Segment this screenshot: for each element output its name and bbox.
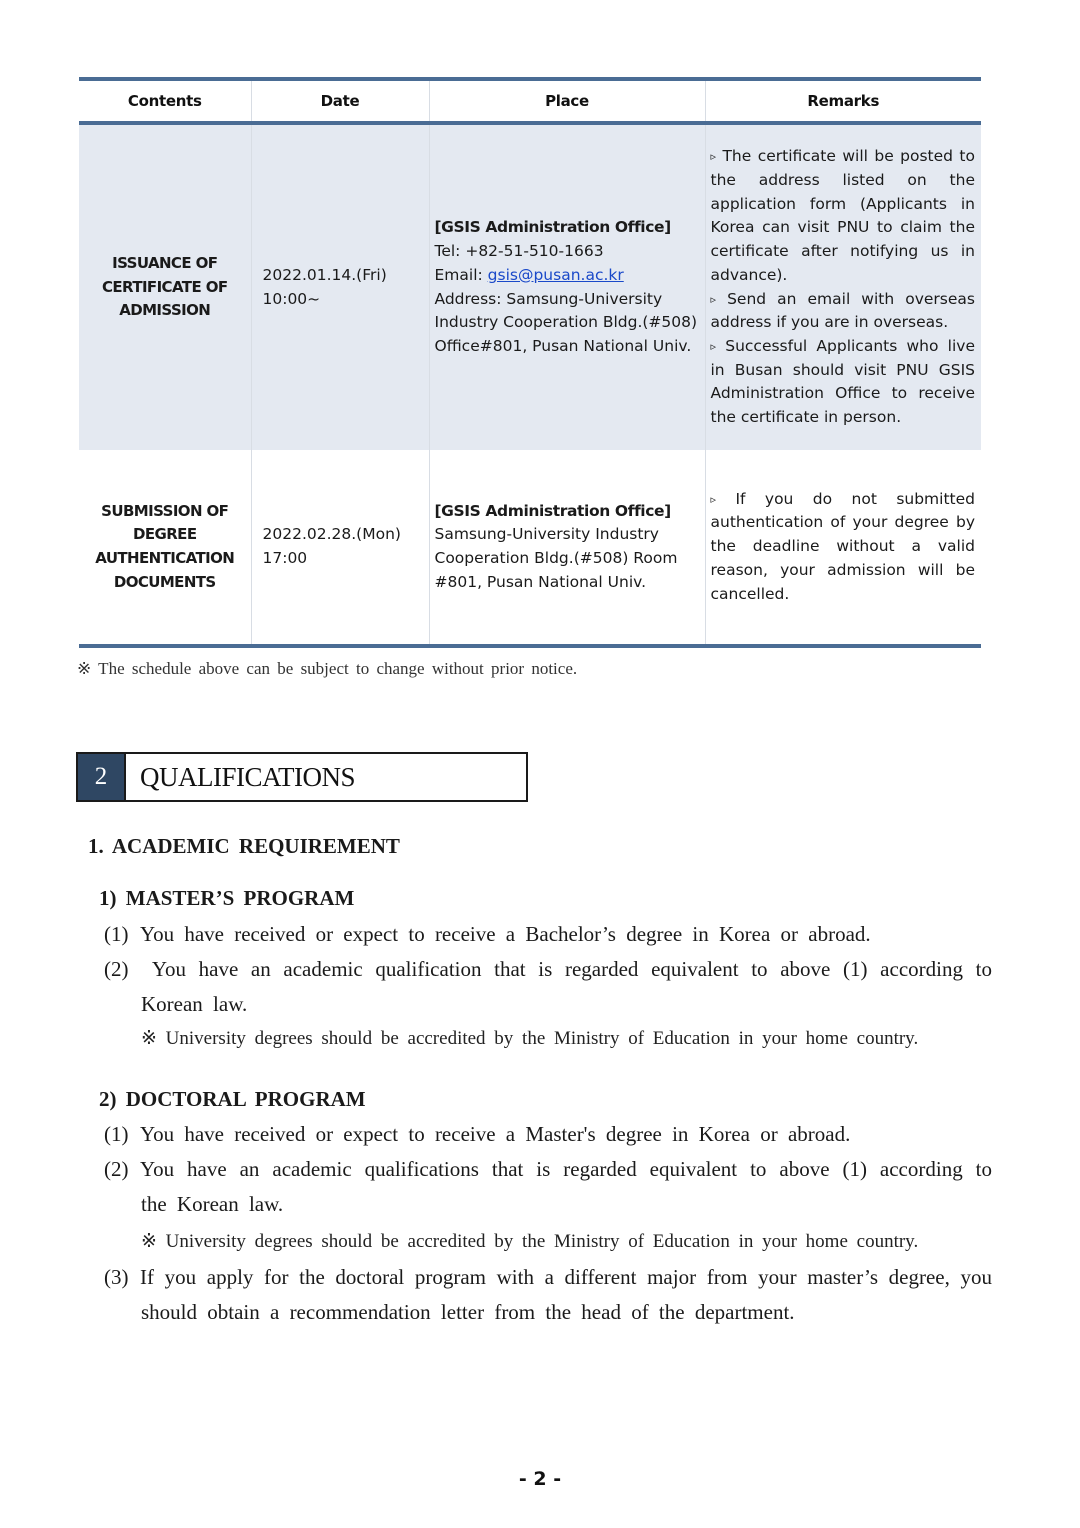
- remark-item: ▹ If you do not submitted authentication of your degree by the deadline without a valid reason, your admission will be cancelled.: [710, 489, 975, 603]
- row-remarks: [705, 123, 981, 450]
- section-title: QUALIFICATIONS: [140, 761, 355, 792]
- schedule-notice: ※ The schedule above can be subject to change without prior notice.: [77, 659, 578, 678]
- triangle-bullet-icon: ▹: [710, 492, 717, 506]
- section-heading: [76, 752, 528, 802]
- masters-program-heading: 1) MASTER’S PROGRAM: [99, 886, 355, 910]
- table-header-row: [79, 79, 981, 123]
- header-date: Date: [251, 79, 429, 123]
- header-contents: Contents: [79, 79, 251, 123]
- list-item: (2) You have an academic qualification that is regarded equivalent to above (1) according to Korean law.: [104, 957, 992, 1016]
- list-item: (2) You have an academic qualifications that is regarded equivalent to above (1) according to the Korean law.: [104, 1157, 992, 1216]
- masters-note: ※ University degrees should be accredited by the Ministry of Education in your home country.: [141, 1028, 919, 1049]
- masters-item2-text: You have an academic qualification that is regarded equivalent to above (1) according to Korean law.: [141, 957, 992, 1016]
- place-email: Email: gsis@pusan.ac.kr: [434, 265, 624, 284]
- list-item: (1) You have received or expect to receive a Master's degree in Korea or abroad.: [104, 1122, 851, 1146]
- triangle-bullet-icon: ▹: [710, 292, 717, 306]
- row-date: 2022.01.14.(Fri) 10:00~: [251, 123, 429, 450]
- place-title: [GSIS Administration Office]: [434, 501, 671, 520]
- place-address: Address: Samsung-University Industry Cooperation Bldg.(#508) Office#801, Pusan National Univ.: [434, 289, 698, 355]
- place-tel: Tel: +82-51-510-1663: [434, 242, 604, 261]
- remark-item: ▹ Send an email with overseas address if you are in overseas.: [710, 289, 975, 332]
- schedule-table: [79, 77, 981, 648]
- list-item: (3) If you apply for the doctoral program with a different major from your master’s degree, you should obtain a recommendation letter from the head of the department.: [104, 1265, 992, 1324]
- academic-requirement-heading: 1. ACADEMIC REQUIREMENT: [88, 834, 400, 858]
- remark-item: ▹ Successful Applicants who live in Busan should visit PNU GSIS Administration Office to receive the certificate in person.: [710, 336, 975, 427]
- row-remarks: [705, 450, 981, 646]
- place-address: Samsung-University Industry Cooperation Bldg.(#508) Room #801, Pusan National Univ.: [434, 525, 678, 591]
- triangle-bullet-icon: ▹: [710, 339, 717, 353]
- row-contents: SUBMISSION OF DEGREE AUTHENTICATION DOCUMENTS: [79, 450, 251, 646]
- doctoral-program-heading: 2) DOCTORAL PROGRAM: [99, 1087, 366, 1111]
- doctoral-note: ※ University degrees should be accredited by the Ministry of Education in your home country.: [141, 1231, 919, 1252]
- triangle-bullet-icon: ▹: [710, 150, 717, 164]
- row-place: [429, 450, 705, 646]
- place-title: [GSIS Administration Office]: [434, 218, 671, 237]
- header-place: Place: [429, 79, 705, 123]
- remark-item: ▹ The certificate will be posted to the address listed on the application form (Applicants in Korea can visit PNU to claim the certificate after notifying us in advance).: [710, 147, 975, 284]
- row-contents: ISSUANCE OF CERTIFICATE OF ADMISSION: [79, 123, 251, 450]
- table-row: [79, 123, 981, 450]
- page-number: - 2 -: [518, 1468, 562, 1490]
- list-item: (1) You have received or expect to receive a Bachelor’s degree in Korea or abroad.: [104, 922, 871, 946]
- row-date: 2022.02.28.(Mon) 17:00: [251, 450, 429, 646]
- header-remarks: Remarks: [705, 79, 981, 123]
- email-link[interactable]: gsis@pusan.ac.kr: [487, 265, 624, 284]
- table-row: [79, 450, 981, 646]
- section-number: 2: [78, 754, 126, 800]
- row-place: [429, 123, 705, 450]
